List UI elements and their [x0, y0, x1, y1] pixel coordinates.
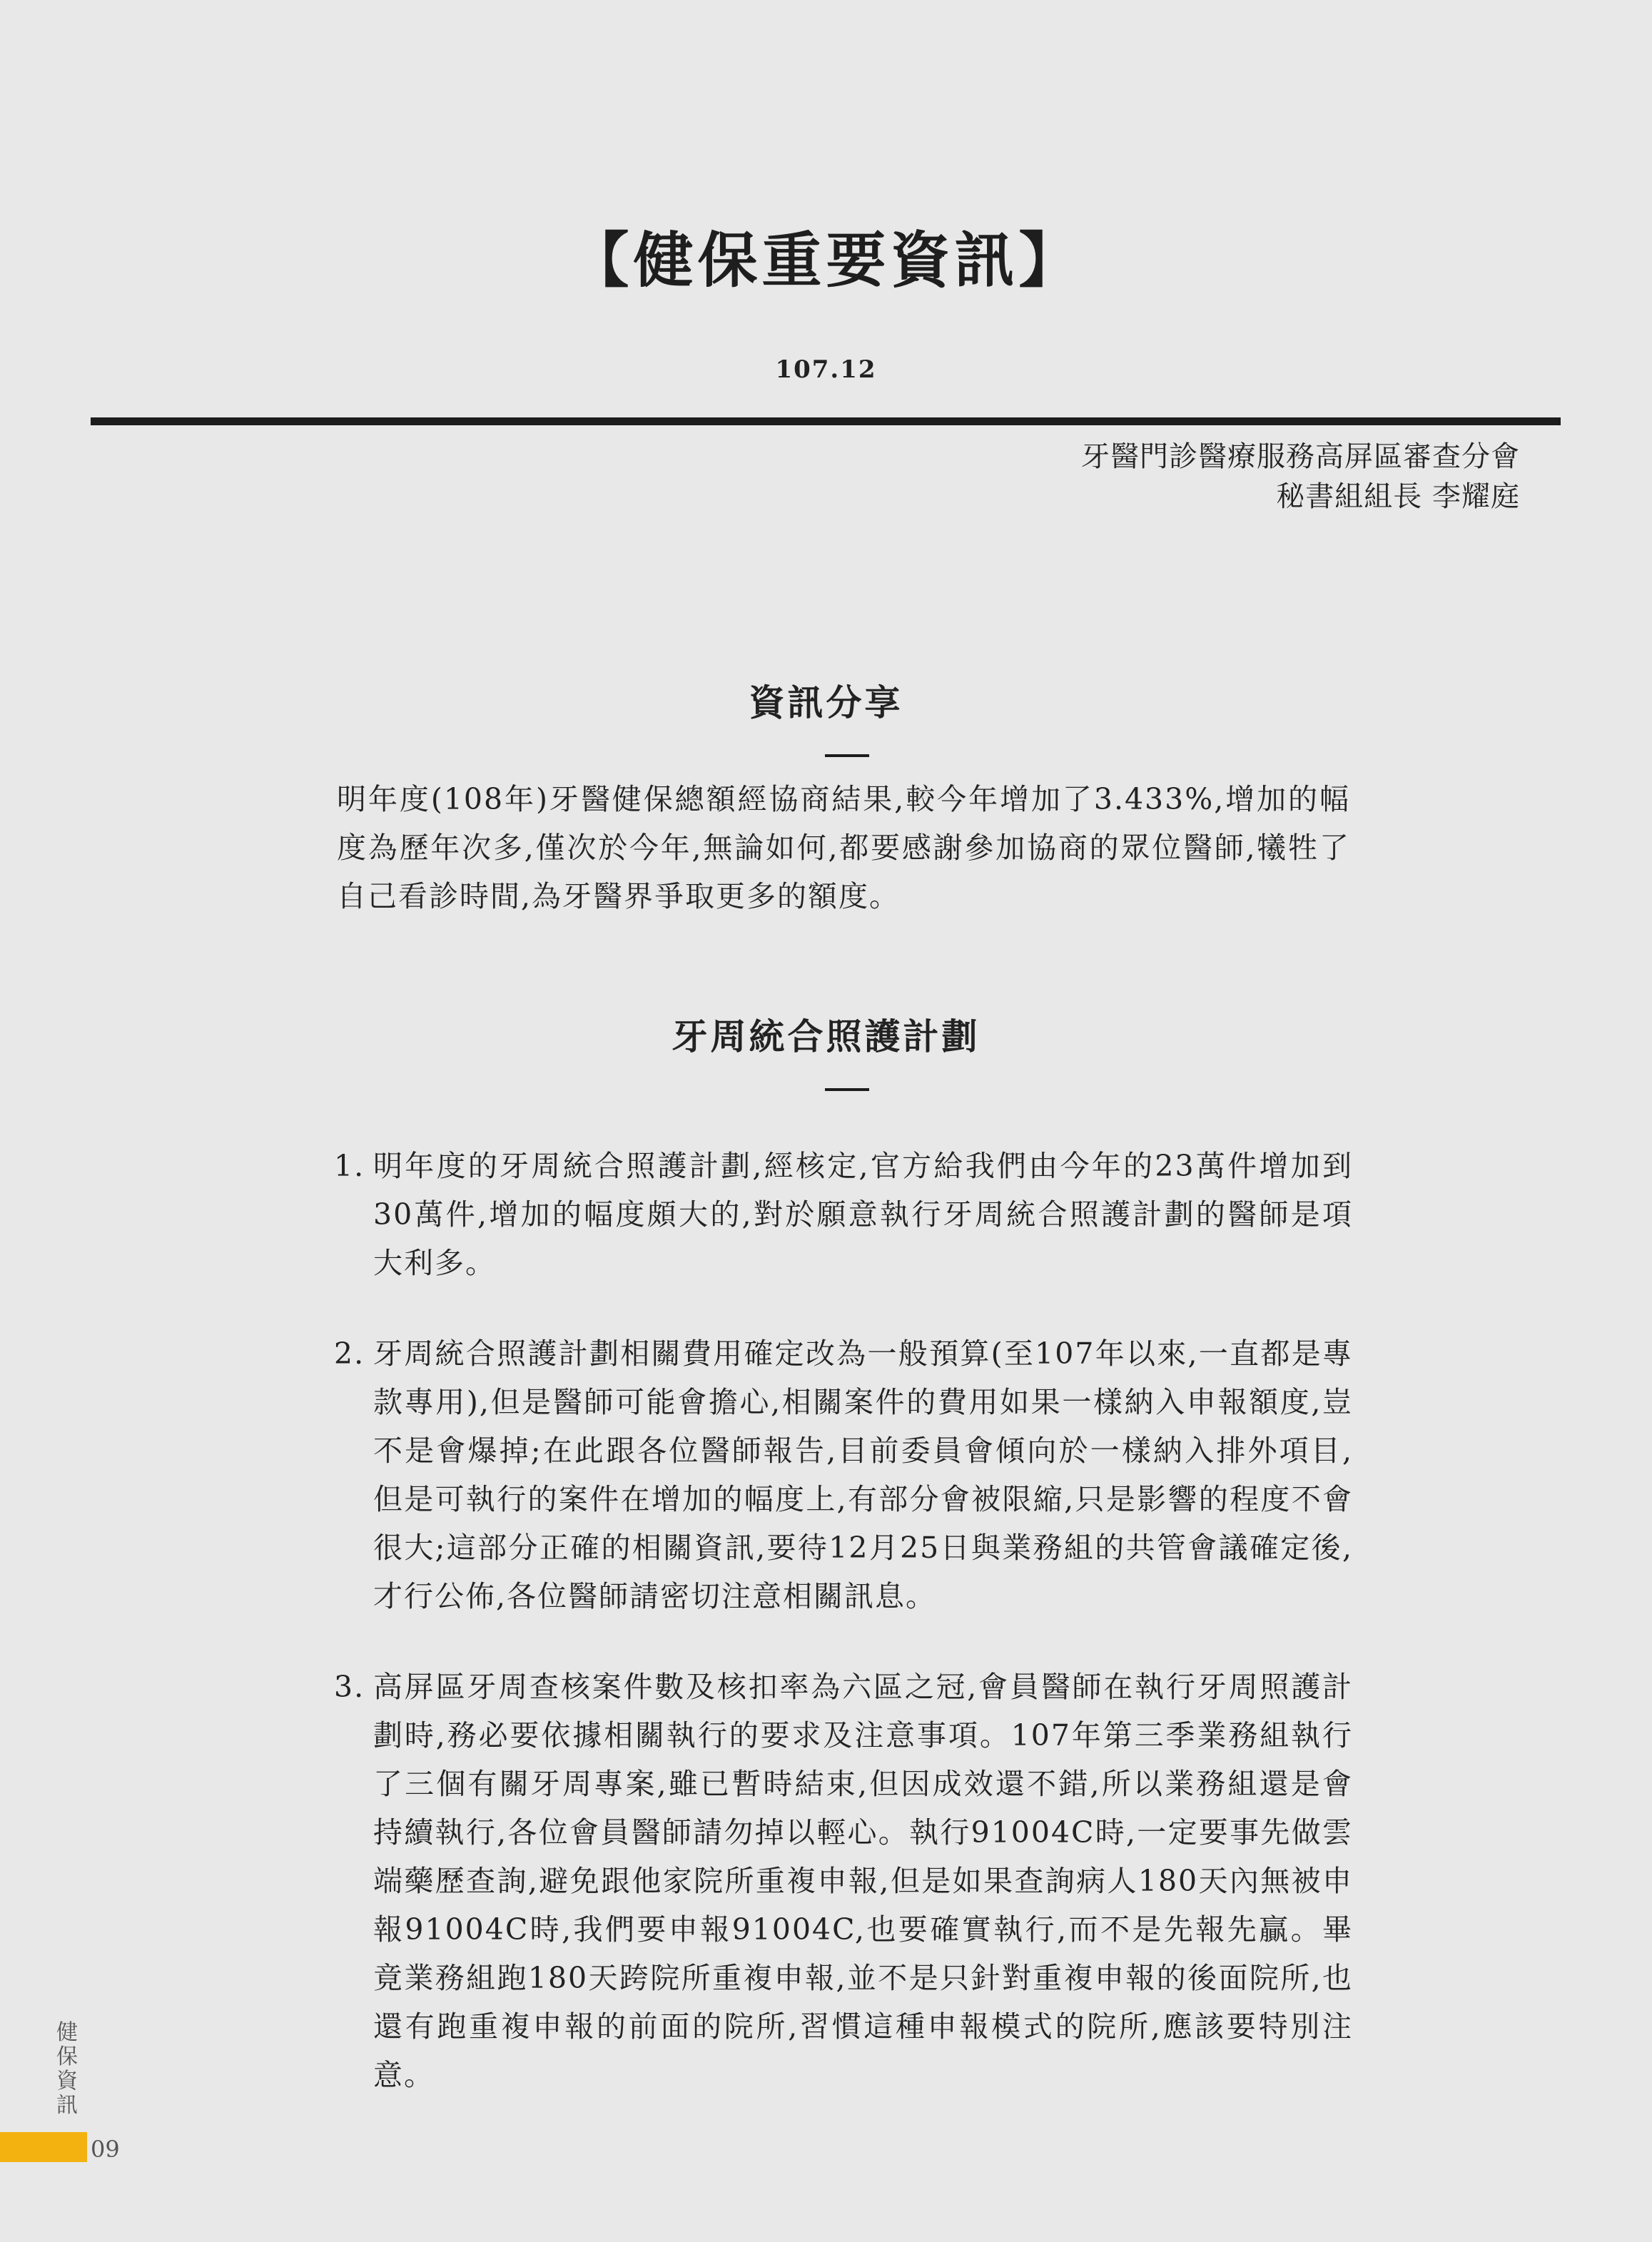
page-title: 【健保重要資訊】: [569, 225, 1083, 295]
page-number: 09: [91, 2136, 120, 2163]
byline: [1081, 437, 1520, 517]
section-paragraph: 明年度(108年)牙醫健保總額經協商結果,較今年增加了3.433%,增加的幅度為歷年次多,僅次於今年,無論如何,都要感謝參加協商的眾位醫師,犧牲了自己看診時間,為牙醫界爭取更多的額度。: [337, 782, 1350, 913]
section-title-info-share: 資訊分享: [749, 681, 903, 724]
page-accent-bar: [0, 2132, 87, 2162]
byline-organization: 牙醫門診醫療服務高屏區審查分會: [1081, 440, 1520, 473]
list-item-number: 1.: [334, 1149, 365, 1183]
list-item-number: 3.: [334, 1670, 365, 1704]
section-title-periodontal-plan: 牙周統合照護計劃: [672, 1015, 980, 1057]
section-divider: [825, 1088, 869, 1091]
issue-date: 107.12: [775, 355, 877, 384]
list-item: [334, 1142, 1353, 1287]
list-item-text: 明年度的牙周統合照護計劃,經核定,官方給我們由今年的23萬件增加到30萬件,增加的幅度頗大的,對於願意執行牙周統合照護計劃的醫師是項大利多。: [373, 1149, 1353, 1280]
header-divider: [91, 417, 1561, 425]
list-item: [334, 1663, 1353, 2099]
section-divider: [825, 754, 869, 757]
byline-author: 秘書組組長 李耀庭: [1276, 480, 1520, 513]
list-item-text: 高屏區牙周查核案件數及核扣率為六區之冠,會員醫師在執行牙周照護計劃時,務必要依據相關執行的要求及注意事項。107年第三季業務組執行了三個有關牙周專案,雖已暫時結束,但因成效還不錯,所以業務組還是會持續執行,各位會員醫師請勿掉以輕心。執行91004C時,一定要事先做雲端藥歷查詢,避免跟他家院所重複申報,但是如果查詢病人180天內無被申報91004C時,我們要申報91004C,也要確實執行,而不是先報先贏。畢竟業務組跑180天跨院所重複申報,並不是只針對重複申報的後面院所,也還有跑重複申報的前面的院所,習慣這種申報模式的院所,應該要特別注意。: [373, 1670, 1353, 2092]
side-section-label: 健保資訊: [56, 2020, 78, 2118]
list-item-number: 2.: [334, 1336, 365, 1371]
list-item-text: 牙周統合照護計劃相關費用確定改為一般預算(至107年以來,一直都是專款專用),但是醫師可能會擔心,相關案件的費用如果一樣納入申報額度,豈不是會爆掉;在此跟各位醫師報告,目前委員會傾向於一樣納入排外項目,但是可執行的案件在增加的幅度上,有部分會被限縮,只是影響的程度不會很大;這部分正確的相關資訊,要待12月25日與業務組的共管會議確定後,才行公佈,各位醫師請密切注意相關訊息。: [373, 1336, 1353, 1613]
list-item: [334, 1329, 1353, 1620]
